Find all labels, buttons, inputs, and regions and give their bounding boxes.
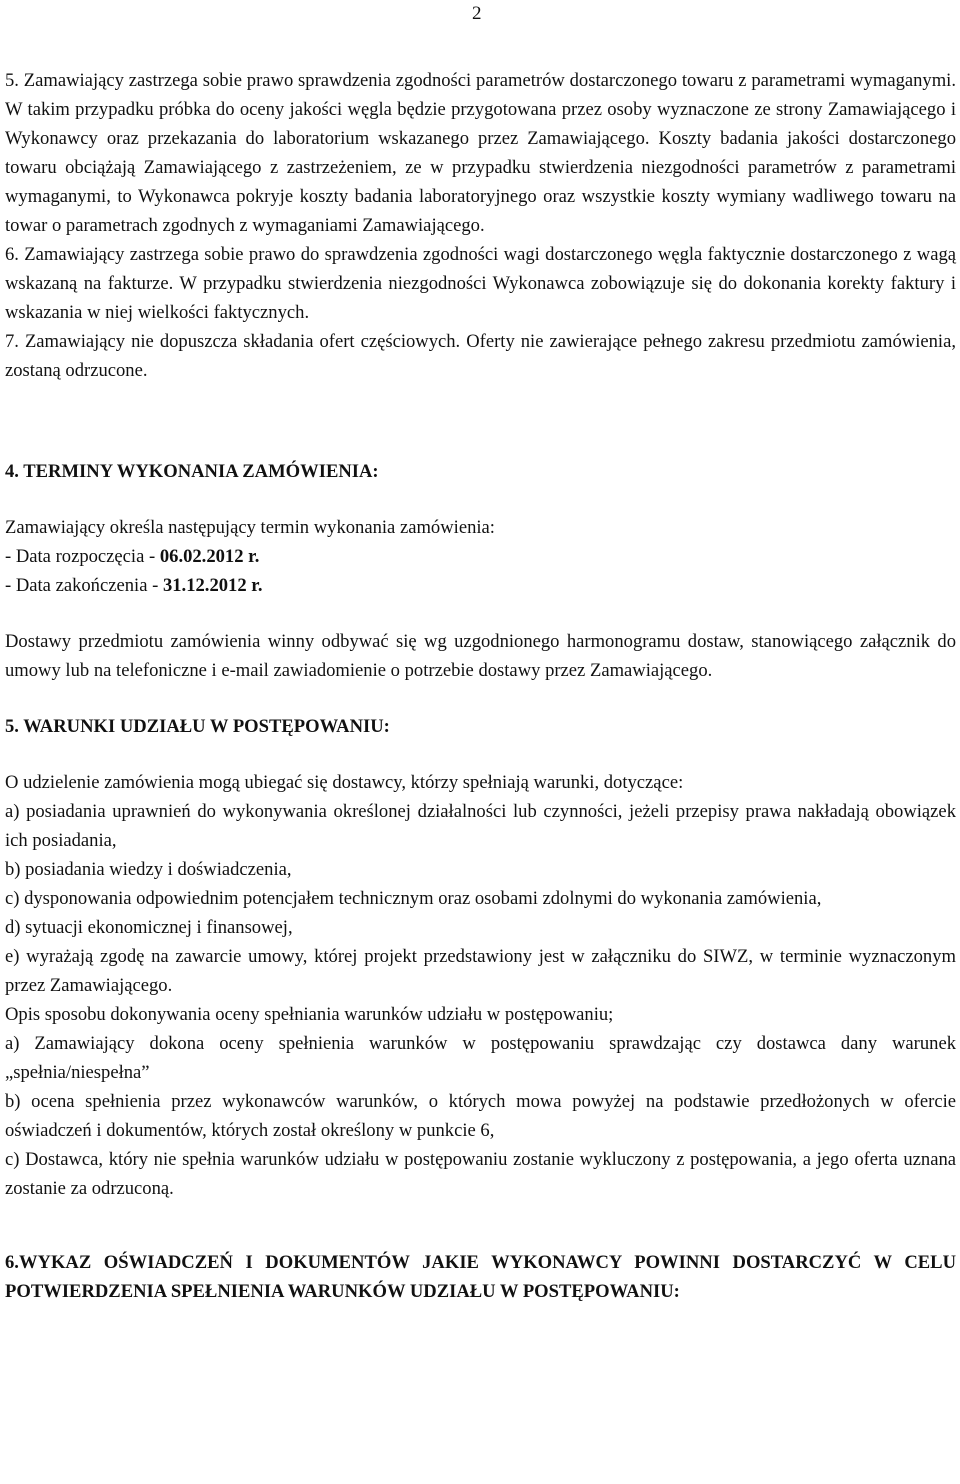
condition-b: b) posiadania wiedzy i doświadczenia,	[5, 859, 292, 880]
spacer	[5, 741, 956, 768]
delivery-paragraph: Dostawy przedmiotu zamówienia winny odbywać się wg uzgodnionego harmonogramu dostaw, stanowiącego załącznik do umowy lub na telefoniczne i e-mail zawiadomienie o potrzebie dostawy przez Zamawiającego.	[5, 631, 956, 681]
evaluation-item-a: a) Zamawiający dokona oceny spełnienia warunków w postępowaniu sprawdzając czy dostawca dany warunek „spełnia/niespełna”	[5, 1033, 956, 1083]
section-5-intro: O udzielenie zamówienia mogą ubiegać się dostawcy, którzy spełniają warunki, dotyczące:	[5, 772, 684, 793]
paragraph-point-6: 6. Zamawiający zastrzega sobie prawo do sprawdzenia zgodności wagi dostarczonego węgla faktycznie dostarczonego z wagą wskazaną na fakturze. W przypadku stwierdzenia niezgodności Wykonawca zobowiązuje się do dokonania korekty faktury i wskazania w niej wielkości faktycznych.	[5, 244, 956, 323]
start-date-value: 06.02.2012 r.	[159, 546, 260, 567]
document-body	[5, 66, 956, 1306]
start-date-label: - Data rozpoczęcia -	[5, 546, 160, 567]
end-date-label: - Data zakończenia -	[5, 575, 163, 596]
section-6-heading: 6.WYKAZ OŚWIADCZEŃ I DOKUMENTÓW JAKIE WYKONAWCY POWINNI DOSTARCZYĆ W CELU POTWIERDZENIA SPEŁNIENIA WARUNKÓW UDZIAŁU W POSTĘPOWANIU:	[5, 1252, 956, 1302]
spacer	[5, 385, 956, 430]
section-4-intro: Zamawiający określa następujący termin wykonania zamówienia:	[5, 517, 495, 538]
evaluation-intro: Opis sposobu dokonywania oceny spełniania warunków udziału w postępowaniu;	[5, 1004, 614, 1025]
spacer	[5, 600, 956, 627]
condition-a: a) posiadania uprawnień do wykonywania określonej działalności lub czynności, jeżeli przepisy prawa nakładają obowiązek ich posiadania,	[5, 801, 956, 851]
section-5-heading: 5. WARUNKI UDZIAŁU W POSTĘPOWANIU:	[5, 716, 390, 737]
paragraph-point-5: 5. Zamawiający zastrzega sobie prawo sprawdzenia zgodności parametrów dostarczonego towaru z parametrami wymaganymi. W takim przypadku próbka do oceny jakości węgla będzie przygotowana przez osoby wyznaczone ze strony Zamawiającego i Wykonawcy oraz przekazania do laboratorium wskazanego przez Zamawiającego. Koszty badania jakości dostarczonego towaru obciążają Zamawiającego z zastrzeżeniem, ze w przypadku stwierdzenia niezgodności parametrów z parametrami wymaganymi, to Wykonawca pokryje koszty badania laboratoryjnego oraz wszystkie koszty wymiany wadliwego towaru na towar o parametrach zgodnych z wymaganiami Zamawiającego.	[5, 70, 956, 236]
spacer	[5, 685, 956, 712]
spacer	[5, 486, 956, 513]
section-4-heading: 4. TERMINY WYKONANIA ZAMÓWIENIA:	[5, 461, 379, 482]
page-number: 2	[472, 3, 482, 24]
evaluation-item-b: b) ocena spełnienia przez wykonawców warunków, o których mowa powyżej na podstawie przedłożonych w ofercie oświadczeń i dokumentów, których został określony w punkcie 6,	[5, 1091, 956, 1141]
evaluation-item-c: c) Dostawca, który nie spełnia warunków udziału w postępowaniu zostanie wykluczony z postępowania, a jego oferta uznana zostanie za odrzuconą.	[5, 1149, 956, 1199]
spacer	[5, 430, 956, 457]
paragraph-point-7: 7. Zamawiający nie dopuszcza składania ofert częściowych. Oferty nie zawierające pełnego zakresu przedmiotu zamówienia, zostaną odrzucone.	[5, 331, 956, 381]
end-date-value: 31.12.2012 r.	[162, 575, 263, 596]
condition-d: d) sytuacji ekonomicznej i finansowej,	[5, 917, 293, 938]
condition-c: c) dysponowania odpowiednim potencjałem technicznym oraz osobami zdolnymi do wykonania zamówienia,	[5, 888, 822, 909]
spacer	[5, 1203, 956, 1248]
start-date-line	[5, 542, 956, 571]
condition-e: e) wyrażają zgodę na zawarcie umowy, której projekt przedstawiony jest w załączniku do SIWZ, w terminie wyznaczonym przez Zamawiającego.	[5, 946, 956, 996]
end-date-line	[5, 571, 956, 600]
